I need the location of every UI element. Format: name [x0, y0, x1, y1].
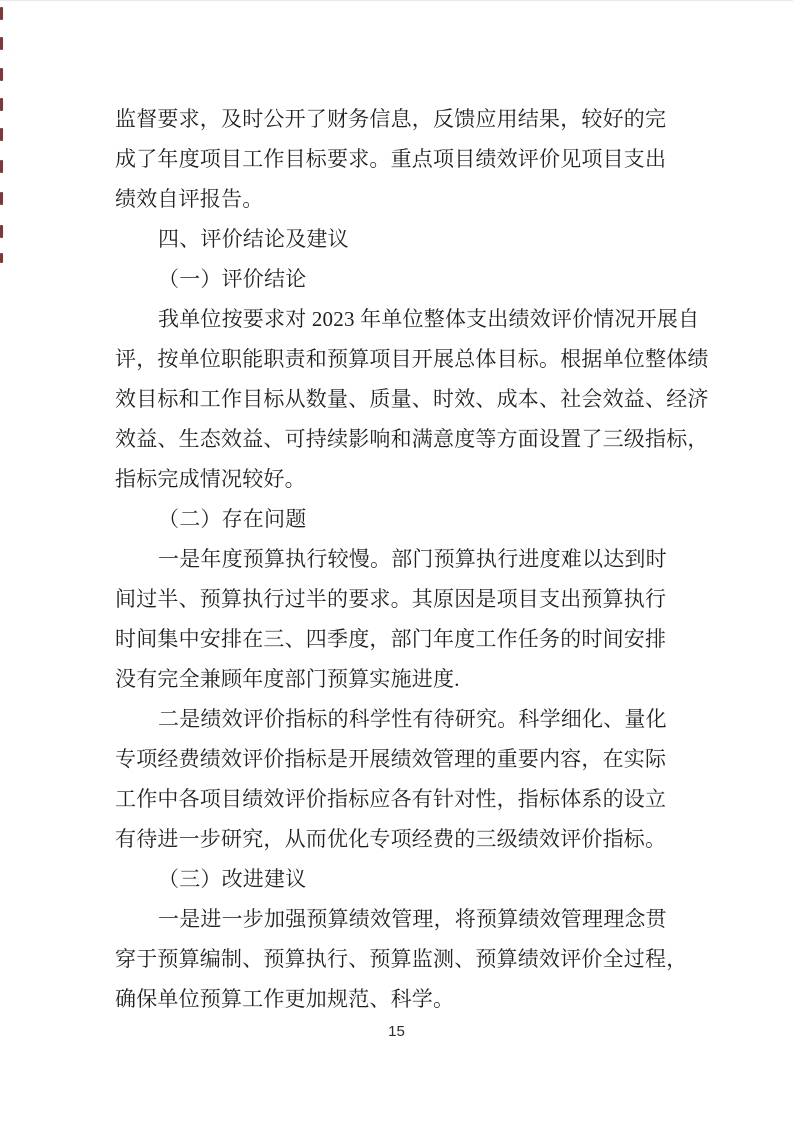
text-line: 我单位按要求对 2023 年单位整体支出绩效评价情况开展自 — [158, 307, 700, 331]
text-line: 指标完成情况较好。 — [115, 467, 306, 491]
scan-artifact-mark — [0, 7, 3, 20]
scan-artifact-mark — [0, 68, 3, 81]
scan-artifact-marks — [0, 1, 4, 271]
text-line: 确保单位预算工作更加规范、科学。 — [115, 987, 455, 1011]
scan-artifact-mark — [0, 225, 3, 238]
scan-artifact-mark — [0, 98, 3, 111]
text-line: 一是年度预算执行较慢。部门预算执行进度难以达到时 — [158, 547, 667, 571]
text-line: 成了年度项目工作目标要求。重点项目绩效评价见项目支出 — [115, 147, 667, 171]
page-number: 15 — [388, 1023, 405, 1040]
scan-artifact-mark — [0, 160, 3, 173]
text-line: 一是进一步加强预算绩效管理，将预算绩效管理理念贯 — [158, 907, 667, 931]
subsection-heading: （三）改进建议 — [158, 867, 307, 891]
scan-artifact-mark — [0, 253, 3, 263]
text-line: 工作中各项目绩效评价指标应各有针对性，指标体系的设立 — [115, 787, 667, 811]
text-line: 绩效自评报告。 — [115, 187, 264, 211]
text-line: 穿于预算编制、预算执行、预算监测、预算绩效评价全过程， — [115, 947, 688, 971]
text-line: 效益、生态效益、可持续影响和满意度等方面设置了三级指标， — [115, 427, 709, 451]
scan-artifact-mark — [0, 128, 3, 141]
text-line: 二是绩效评价指标的科学性有待研究。科学细化、量化 — [158, 707, 667, 731]
section-heading: 四、评价结论及建议 — [158, 227, 349, 251]
scan-artifact-mark — [0, 37, 3, 50]
text-line: 有待进一步研究，从而优化专项经费的三级绩效评价指标。 — [115, 827, 667, 851]
text-line: 监督要求，及时公开了财务信息，反馈应用结果，较好的完 — [115, 107, 667, 131]
text-block — [115, 99, 715, 1019]
text-line: 效目标和工作目标从数量、质量、时效、成本、社会效益、经济 — [115, 387, 709, 411]
subsection-heading: （二）存在问题 — [158, 507, 307, 531]
text-line: 评，按单位职能职责和预算项目开展总体目标。根据单位整体绩 — [115, 347, 709, 371]
text-line: 间过半、预算执行过半的要求。其原因是项目支出预算执行 — [115, 587, 667, 611]
text-line: 专项经费绩效评价指标是开展绩效管理的重要内容，在实际 — [115, 747, 667, 771]
text-line: 没有完全兼顾年度部门预算实施进度. — [115, 667, 460, 691]
subsection-heading: （一）评价结论 — [158, 267, 307, 291]
scan-artifact-mark — [0, 192, 3, 205]
text-line: 时间集中安排在三、四季度，部门年度工作任务的时间安排 — [115, 627, 667, 651]
